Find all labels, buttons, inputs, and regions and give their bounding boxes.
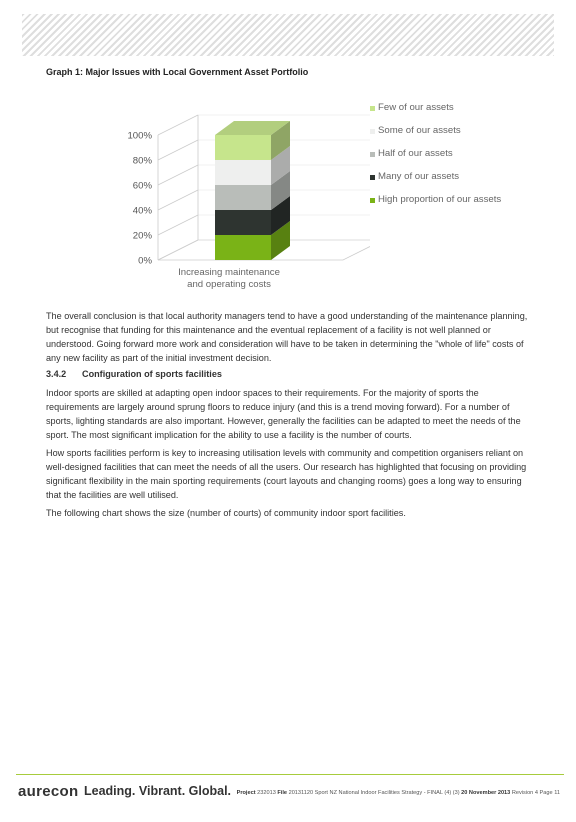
legend-label: Some of our assets	[378, 125, 461, 136]
gridline-side	[158, 240, 198, 260]
page-footer	[16, 782, 564, 806]
category-label-line-1: Increasing maintenance	[178, 267, 280, 278]
legend-label: High proportion of our assets	[378, 194, 502, 205]
legend-swatch	[370, 106, 375, 111]
gridline-side	[158, 115, 198, 135]
file-value: 20131120 Sport NZ National Indoor Facilities Strategy - FINAL (4) (3)	[288, 790, 460, 796]
paragraph-following-chart: The following chart shows the size (number of courts) of community indoor sport facilities.	[46, 508, 406, 518]
legend-swatch	[370, 152, 375, 157]
project-value: 232013	[257, 790, 276, 796]
project-label: Project	[236, 790, 256, 796]
page-value: 11	[554, 790, 560, 796]
section-number: 3.4.2	[46, 369, 67, 379]
legend-item	[370, 171, 510, 183]
footer-tagline: Leading. Vibrant. Global.	[84, 784, 232, 798]
bar-segment-front	[215, 160, 271, 185]
legend-item	[370, 102, 510, 114]
y-tick-label: 60%	[132, 180, 152, 192]
category-label-line-2: and operating costs	[187, 279, 271, 290]
file-label: File	[277, 790, 288, 796]
legend-swatch	[370, 129, 375, 134]
graph-title: Graph 1: Major Issues with Local Government Asset Portfolio	[46, 67, 309, 77]
y-tick-label: 40%	[132, 205, 152, 217]
y-tick-label: 20%	[132, 230, 152, 242]
footer-document-info	[237, 790, 560, 796]
gridline-side	[158, 215, 198, 235]
paragraph-performance: How sports facilities perform is key to increasing utilisation levels with community and competition organisers reliant on well-designed facilities that can meet the needs of all the users. Our research has highlighted that focusing on providing significant flexibility in the main sporting requirements (court layouts and changing rooms) goes a long way to ensuring that the facilities are well utilised.	[46, 448, 527, 500]
y-tick-label: 0%	[138, 255, 152, 267]
gridline-side	[158, 140, 198, 160]
paragraph-overall-conclusion: The overall conclusion is that local authority managers tend to have a good understanding of the maintenance planning, but recognise that funding for this maintenance and the eventual replacement of a facility is not well planned or understood. Going forward more work and consideration will have to be taken in determining the "whole of life" costs of any new facility as part of the initial investment decision.	[46, 311, 528, 363]
legend-label: Half of our assets	[378, 148, 453, 159]
y-tick-label: 100%	[127, 130, 152, 142]
bar-segment-front	[215, 135, 271, 160]
paragraph-configuration: Indoor sports are skilled at adapting open indoor spaces to their requirements. For the majority of sports the requirements are largely around sprung floors to reduce injury (and this is a trend moving forward). For a number of sports, lighting standards are also important. However, generally the facilities can be adapted to meet the needs of the sport. The most significant implication for the ability to use a facility is the number of courts.	[46, 388, 521, 440]
legend-item	[370, 194, 510, 206]
aurecon-logo: aurecon	[18, 783, 79, 800]
y-tick-label: 80%	[132, 155, 152, 167]
legend-item	[370, 148, 510, 160]
bar-segment-front	[215, 185, 271, 210]
page-label: Page	[539, 790, 553, 796]
document-date: 20 November 2013	[461, 790, 511, 796]
legend-swatch	[370, 175, 375, 180]
header-hatch-band	[22, 14, 554, 56]
footer-divider	[16, 774, 564, 775]
gridline-side	[158, 165, 198, 185]
bar-segment-front	[215, 210, 271, 235]
section-heading	[46, 369, 222, 379]
legend-item	[370, 125, 510, 137]
legend-label: Many of our assets	[378, 171, 460, 182]
legend-swatch	[370, 198, 375, 203]
revision-label: Revision	[511, 790, 534, 796]
revision-value: 4	[534, 790, 538, 796]
bar-segment-front	[215, 235, 271, 260]
chart-legend	[370, 102, 510, 217]
gridline-side	[158, 190, 198, 210]
section-title: Configuration of sports facilities	[82, 369, 222, 379]
legend-label: Few of our assets	[378, 102, 454, 113]
stacked-bar-chart	[100, 90, 370, 290]
